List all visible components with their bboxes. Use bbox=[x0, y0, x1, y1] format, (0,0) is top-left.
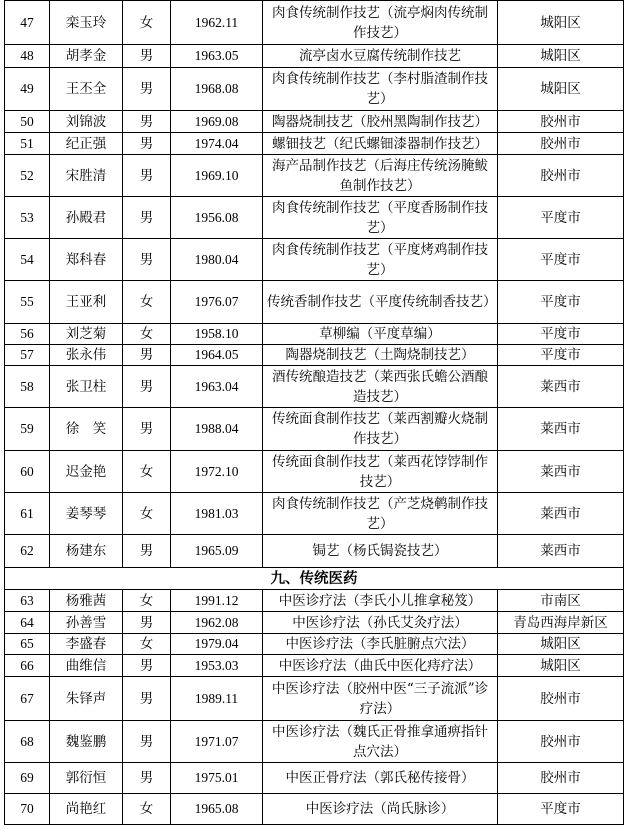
inheritor-name: 李盛春 bbox=[50, 634, 123, 655]
table-row bbox=[5, 366, 624, 408]
birth-date: 1965.09 bbox=[171, 535, 263, 568]
heritage-item: 肉食传统制作技艺（产芝烧鹌制作技艺） bbox=[263, 493, 498, 535]
inheritor-sex: 女 bbox=[123, 281, 171, 324]
row-number: 54 bbox=[5, 239, 50, 281]
table-row bbox=[5, 794, 624, 825]
row-number: 52 bbox=[5, 155, 50, 197]
row-number: 48 bbox=[5, 45, 50, 68]
table-row bbox=[5, 451, 624, 493]
row-number: 55 bbox=[5, 281, 50, 324]
heritage-item: 中医诊疗法（孙氏艾灸疗法） bbox=[263, 612, 498, 634]
table-body-crafts bbox=[5, 1, 624, 568]
district: 莱西市 bbox=[498, 451, 624, 493]
birth-date: 1991.12 bbox=[171, 590, 263, 612]
inheritor-sex: 男 bbox=[123, 155, 171, 197]
inheritor-name: 王丕全 bbox=[50, 68, 123, 111]
table-row bbox=[5, 590, 624, 612]
row-number: 67 bbox=[5, 677, 50, 721]
inheritor-sex: 男 bbox=[123, 408, 171, 451]
heritage-item: 传统面食制作技艺（莱西割瓣火烧制作技艺） bbox=[263, 408, 498, 451]
inheritor-name: 张卫柱 bbox=[50, 366, 123, 408]
inheritor-name: 魏鉴鹏 bbox=[50, 721, 123, 763]
birth-date: 1968.08 bbox=[171, 68, 263, 111]
heritage-item: 中医正骨疗法（郭氏秘传接骨） bbox=[263, 763, 498, 794]
inheritor-name: 栾玉玲 bbox=[50, 1, 123, 45]
inheritor-sex: 女 bbox=[123, 451, 171, 493]
birth-date: 1988.04 bbox=[171, 408, 263, 451]
table-row bbox=[5, 68, 624, 111]
row-number: 63 bbox=[5, 590, 50, 612]
birth-date: 1965.08 bbox=[171, 794, 263, 825]
heritage-item: 中医诊疗法（李氏小儿推拿秘笈） bbox=[263, 590, 498, 612]
heritage-item: 锔艺（杨氏锔瓷技艺） bbox=[263, 535, 498, 568]
inheritor-sex: 男 bbox=[123, 612, 171, 634]
district: 莱西市 bbox=[498, 408, 624, 451]
row-number: 58 bbox=[5, 366, 50, 408]
district: 平度市 bbox=[498, 197, 624, 239]
district: 平度市 bbox=[498, 345, 624, 366]
inheritor-name: 杨雅茜 bbox=[50, 590, 123, 612]
inheritor-sex: 男 bbox=[123, 655, 171, 677]
inheritor-name: 孙殿君 bbox=[50, 197, 123, 239]
district: 平度市 bbox=[498, 324, 624, 345]
heritage-item: 陶器烧制技艺（土陶烧制技艺） bbox=[263, 345, 498, 366]
inheritor-name: 迟金艳 bbox=[50, 451, 123, 493]
table-row bbox=[5, 408, 624, 451]
inheritor-sex: 女 bbox=[123, 1, 171, 45]
birth-date: 1980.04 bbox=[171, 239, 263, 281]
district: 胶州市 bbox=[498, 133, 624, 155]
inheritor-name: 孙善雪 bbox=[50, 612, 123, 634]
heritage-inheritor-table bbox=[4, 0, 624, 825]
inheritor-sex: 男 bbox=[123, 239, 171, 281]
inheritor-sex: 女 bbox=[123, 634, 171, 655]
heritage-item: 流亭卤水豆腐传统制作技艺 bbox=[263, 45, 498, 68]
birth-date: 1972.10 bbox=[171, 451, 263, 493]
district: 市南区 bbox=[498, 590, 624, 612]
row-number: 60 bbox=[5, 451, 50, 493]
row-number: 61 bbox=[5, 493, 50, 535]
heritage-item: 中医诊疗法（胶州中医“三子流派”诊疗法） bbox=[263, 677, 498, 721]
heritage-item: 陶器烧制技艺（胶州黑陶制作技艺） bbox=[263, 111, 498, 133]
table-row bbox=[5, 155, 624, 197]
table-row bbox=[5, 1, 624, 45]
row-number: 66 bbox=[5, 655, 50, 677]
inheritor-name: 刘芝菊 bbox=[50, 324, 123, 345]
district: 城阳区 bbox=[498, 1, 624, 45]
inheritor-sex: 男 bbox=[123, 366, 171, 408]
heritage-item: 海产品制作技艺（后海庄传统汤腌鲅鱼制作技艺） bbox=[263, 155, 498, 197]
section-title: 九、传统医药 bbox=[5, 568, 624, 590]
district: 青岛西海岸新区 bbox=[498, 612, 624, 634]
inheritor-name: 纪正强 bbox=[50, 133, 123, 155]
row-number: 53 bbox=[5, 197, 50, 239]
inheritor-name: 刘锦波 bbox=[50, 111, 123, 133]
inheritor-sex: 男 bbox=[123, 763, 171, 794]
heritage-item: 传统面食制作技艺（莱西花饽饽制作技艺） bbox=[263, 451, 498, 493]
inheritor-sex: 男 bbox=[123, 535, 171, 568]
district: 莱西市 bbox=[498, 366, 624, 408]
inheritor-name: 杨建东 bbox=[50, 535, 123, 568]
district: 平度市 bbox=[498, 794, 624, 825]
birth-date: 1975.01 bbox=[171, 763, 263, 794]
heritage-item: 中医诊疗法（李氏脏腑点穴法） bbox=[263, 634, 498, 655]
inheritor-name: 徐 笑 bbox=[50, 408, 123, 451]
birth-date: 1974.04 bbox=[171, 133, 263, 155]
section-header-row bbox=[5, 568, 624, 590]
inheritor-name: 郭衍恒 bbox=[50, 763, 123, 794]
birth-date: 1962.11 bbox=[171, 1, 263, 45]
birth-date: 1969.10 bbox=[171, 155, 263, 197]
birth-date: 1976.07 bbox=[171, 281, 263, 324]
table-row bbox=[5, 111, 624, 133]
row-number: 50 bbox=[5, 111, 50, 133]
row-number: 47 bbox=[5, 1, 50, 45]
table-row bbox=[5, 133, 624, 155]
table-row bbox=[5, 763, 624, 794]
inheritor-name: 郑科春 bbox=[50, 239, 123, 281]
table-row bbox=[5, 535, 624, 568]
row-number: 68 bbox=[5, 721, 50, 763]
birth-date: 1963.05 bbox=[171, 45, 263, 68]
table-row bbox=[5, 197, 624, 239]
inheritor-sex: 男 bbox=[123, 677, 171, 721]
district: 胶州市 bbox=[498, 677, 624, 721]
inheritor-name: 王亚利 bbox=[50, 281, 123, 324]
inheritor-sex: 男 bbox=[123, 345, 171, 366]
inheritor-sex: 男 bbox=[123, 111, 171, 133]
birth-date: 1963.04 bbox=[171, 366, 263, 408]
heritage-item: 螺钿技艺（纪氏螺钿漆器制作技艺） bbox=[263, 133, 498, 155]
inheritor-name: 曲维信 bbox=[50, 655, 123, 677]
heritage-item: 肉食传统制作技艺（流亭焖肉传统制作技艺） bbox=[263, 1, 498, 45]
inheritor-name: 姜琴琴 bbox=[50, 493, 123, 535]
birth-date: 1962.08 bbox=[171, 612, 263, 634]
birth-date: 1969.08 bbox=[171, 111, 263, 133]
table-row bbox=[5, 239, 624, 281]
inheritor-sex: 女 bbox=[123, 590, 171, 612]
table-row bbox=[5, 345, 624, 366]
birth-date: 1964.05 bbox=[171, 345, 263, 366]
inheritor-sex: 男 bbox=[123, 197, 171, 239]
birth-date: 1979.04 bbox=[171, 634, 263, 655]
inheritor-sex: 男 bbox=[123, 68, 171, 111]
table-row bbox=[5, 324, 624, 345]
row-number: 51 bbox=[5, 133, 50, 155]
inheritor-sex: 女 bbox=[123, 794, 171, 825]
inheritor-sex: 女 bbox=[123, 324, 171, 345]
table-row bbox=[5, 281, 624, 324]
row-number: 62 bbox=[5, 535, 50, 568]
heritage-item: 中医诊疗法（尚氏脉诊） bbox=[263, 794, 498, 825]
row-number: 65 bbox=[5, 634, 50, 655]
district: 城阳区 bbox=[498, 45, 624, 68]
district: 城阳区 bbox=[498, 68, 624, 111]
heritage-item: 肉食传统制作技艺（平度烤鸡制作技艺） bbox=[263, 239, 498, 281]
birth-date: 1971.07 bbox=[171, 721, 263, 763]
district: 胶州市 bbox=[498, 111, 624, 133]
birth-date: 1958.10 bbox=[171, 324, 263, 345]
inheritor-name: 宋胜清 bbox=[50, 155, 123, 197]
table-body-medicine bbox=[5, 590, 624, 825]
heritage-item: 酒传统酿造技艺（莱西张氏蟾公酒酿造技艺） bbox=[263, 366, 498, 408]
district: 平度市 bbox=[498, 281, 624, 324]
table-row bbox=[5, 655, 624, 677]
heritage-item: 肉食传统制作技艺（平度香肠制作技艺） bbox=[263, 197, 498, 239]
heritage-item: 肉食传统制作技艺（李村脂渣制作技艺） bbox=[263, 68, 498, 111]
row-number: 69 bbox=[5, 763, 50, 794]
district: 莱西市 bbox=[498, 493, 624, 535]
heritage-item: 传统香制作技艺（平度传统制香技艺） bbox=[263, 281, 498, 324]
inheritor-name: 尚艳红 bbox=[50, 794, 123, 825]
table-row bbox=[5, 45, 624, 68]
inheritor-sex: 男 bbox=[123, 721, 171, 763]
row-number: 59 bbox=[5, 408, 50, 451]
row-number: 64 bbox=[5, 612, 50, 634]
inheritor-name: 胡孝金 bbox=[50, 45, 123, 68]
heritage-item: 中医诊疗法（魏氏正骨推拿通痹指针点穴法） bbox=[263, 721, 498, 763]
inheritor-name: 朱铎声 bbox=[50, 677, 123, 721]
inheritor-sex: 男 bbox=[123, 133, 171, 155]
inheritor-name: 张永伟 bbox=[50, 345, 123, 366]
district: 平度市 bbox=[498, 239, 624, 281]
birth-date: 1981.03 bbox=[171, 493, 263, 535]
row-number: 49 bbox=[5, 68, 50, 111]
table-section-medicine bbox=[5, 568, 624, 590]
district: 城阳区 bbox=[498, 655, 624, 677]
district: 胶州市 bbox=[498, 155, 624, 197]
heritage-item: 草柳编（平度草编） bbox=[263, 324, 498, 345]
district: 莱西市 bbox=[498, 535, 624, 568]
table-row bbox=[5, 721, 624, 763]
heritage-item: 中医诊疗法（曲氏中医化痔疗法） bbox=[263, 655, 498, 677]
district: 城阳区 bbox=[498, 634, 624, 655]
district: 胶州市 bbox=[498, 721, 624, 763]
birth-date: 1989.11 bbox=[171, 677, 263, 721]
row-number: 70 bbox=[5, 794, 50, 825]
table-row bbox=[5, 677, 624, 721]
district: 胶州市 bbox=[498, 763, 624, 794]
table-row bbox=[5, 493, 624, 535]
table-row bbox=[5, 634, 624, 655]
inheritor-sex: 女 bbox=[123, 493, 171, 535]
birth-date: 1953.03 bbox=[171, 655, 263, 677]
inheritor-sex: 男 bbox=[123, 45, 171, 68]
birth-date: 1956.08 bbox=[171, 197, 263, 239]
table-row bbox=[5, 612, 624, 634]
row-number: 57 bbox=[5, 345, 50, 366]
row-number: 56 bbox=[5, 324, 50, 345]
